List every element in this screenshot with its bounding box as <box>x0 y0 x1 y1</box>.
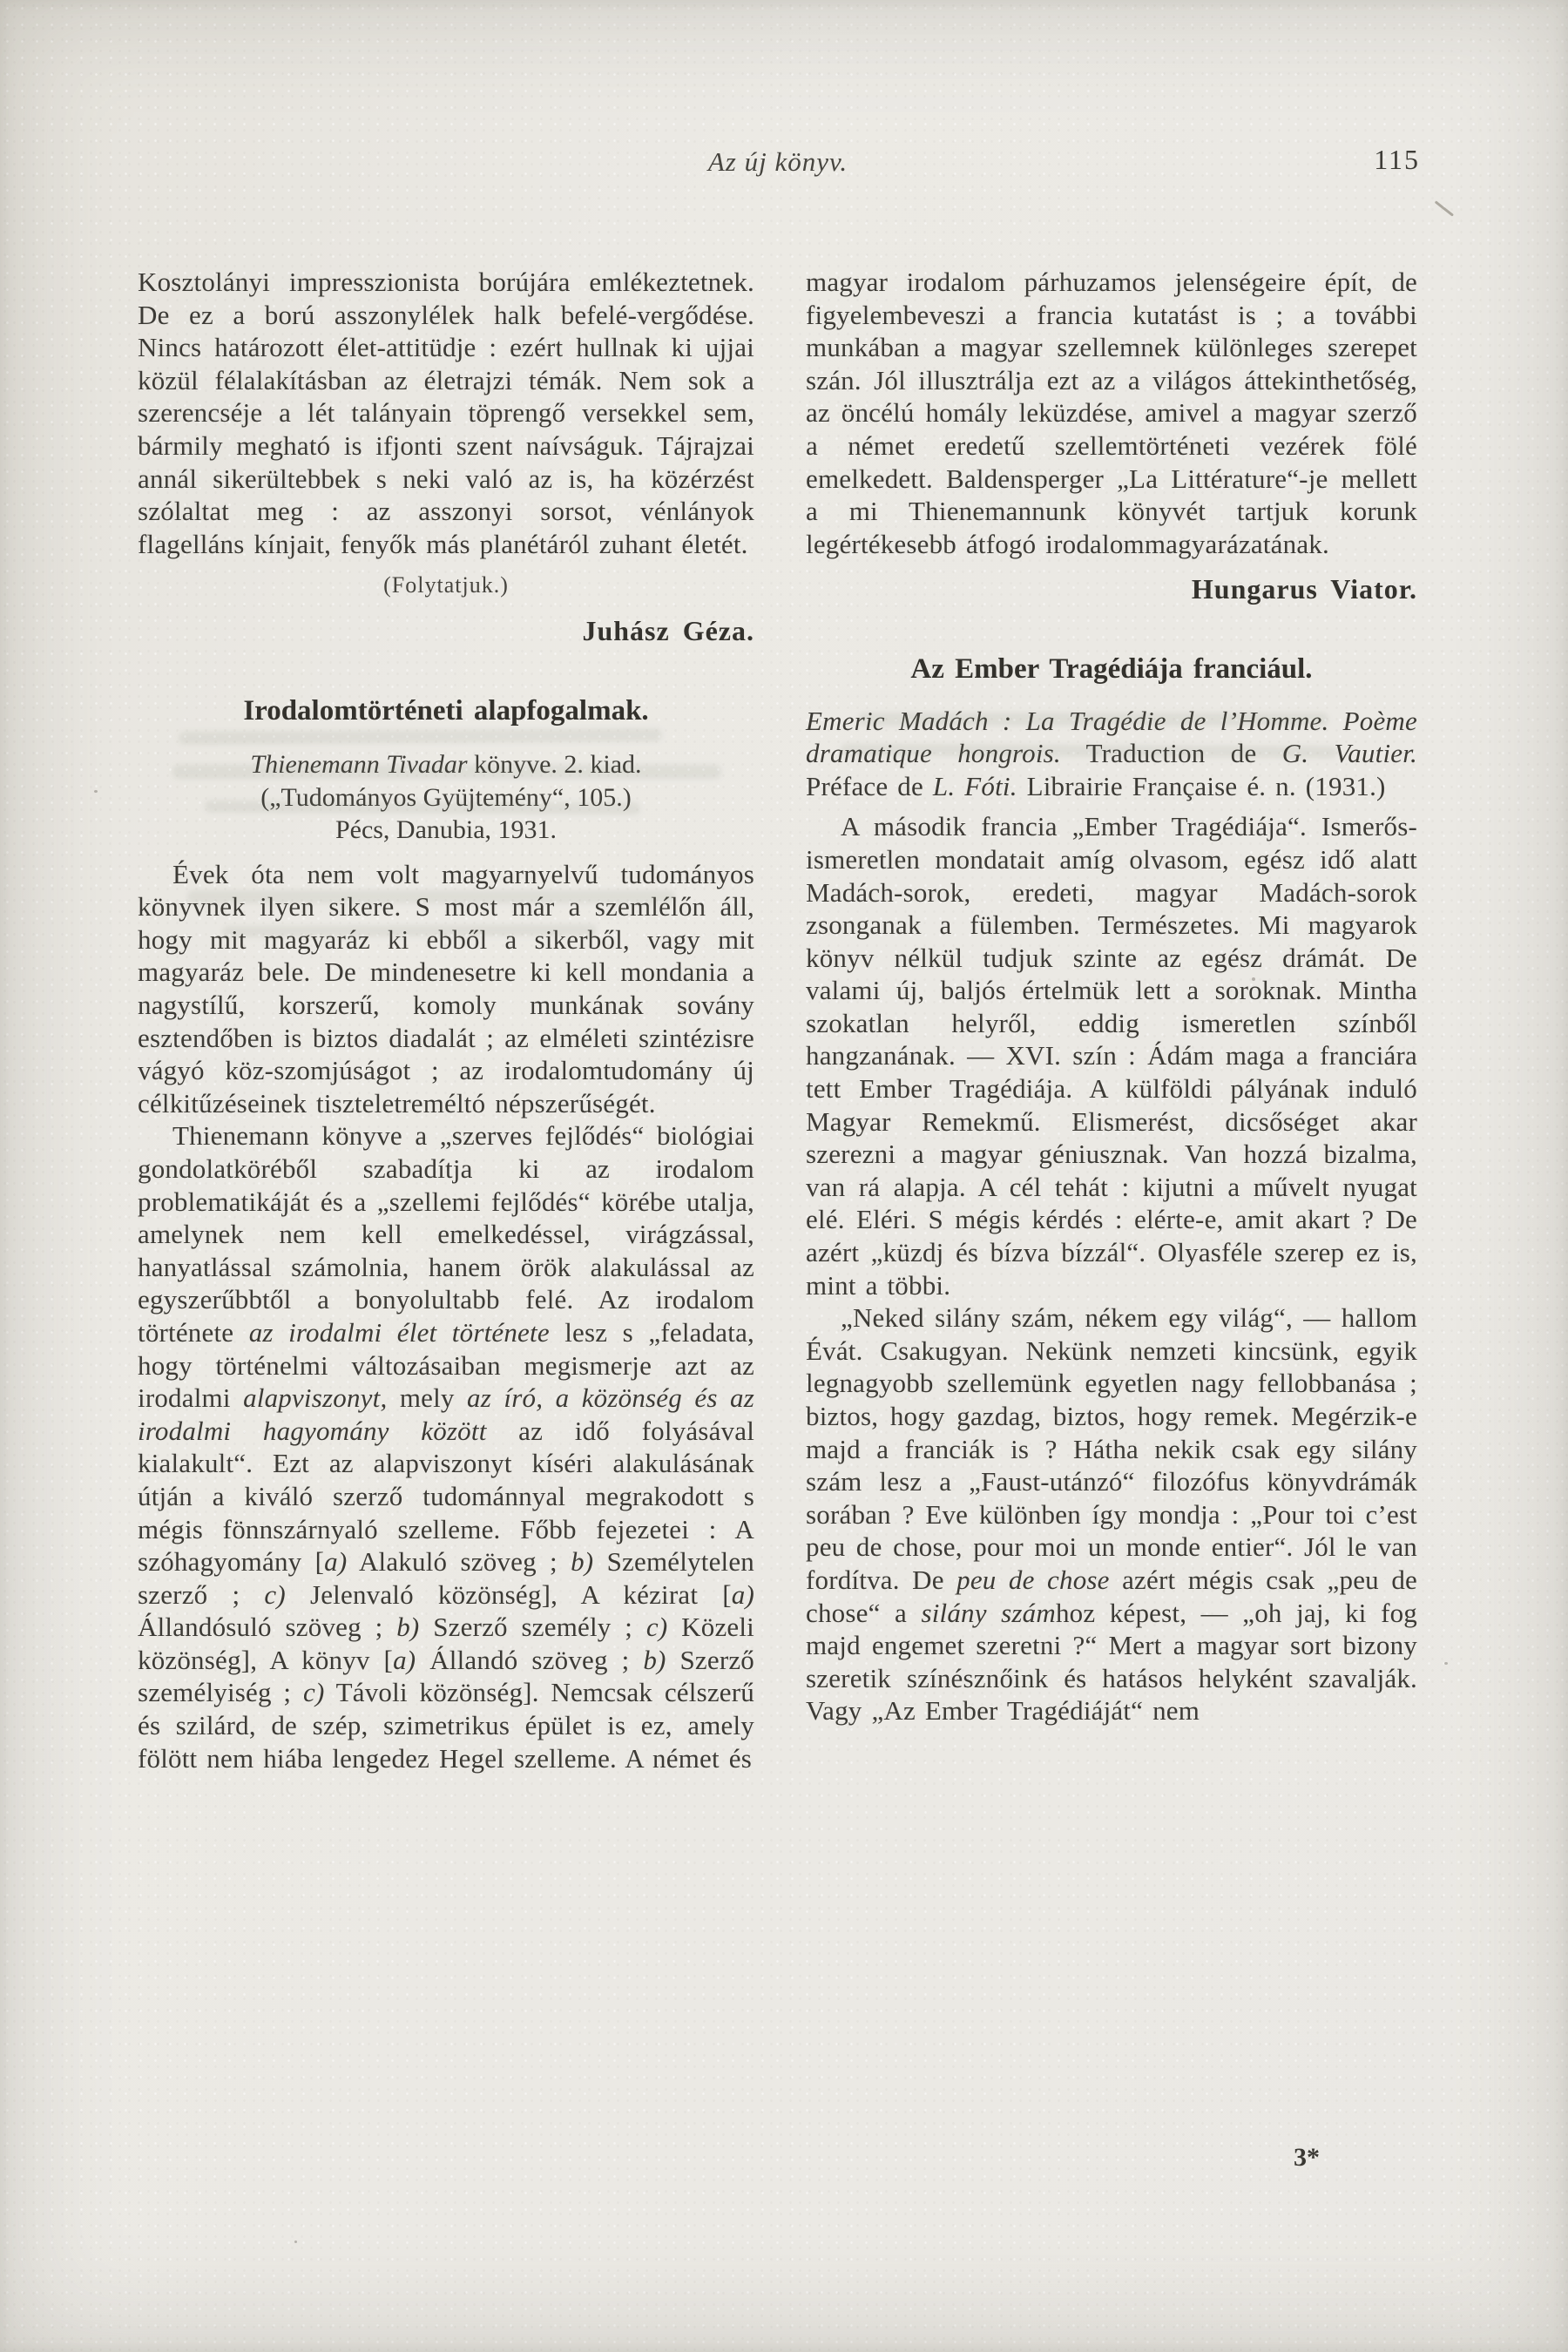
author-signature: Hungarus Viator. <box>1191 573 1417 605</box>
bleedthrough-stain <box>841 744 1337 759</box>
paragraph: Thienemann könyve a „szerves fejlődés“ biológiai gondolatköréből szabadítja ki az irodalom problematikáját és a „szellemi fejlődés“ körébe utalja, amelynek nem kell emelkedéssel, virágzással, hanyatlással számolnia, hanem örök alakulással az egyszerűbbtől a bonyolultabb felé. Az irodalom története az irodalmi élet története lesz s „feladata, hogy történelmi változásaiban megismerje azt az irodalmi alapviszonyt, mely az író, a közönség és az irodalmi hagyomány között az idő folyásával kialakult“. Ezt az alapviszonyt kíséri alakulásának útján a kiváló szerző tudománnyal megrakodott s mégis fönnszárnyaló szelleme. Főbb fejezetei : A szóhagyomány [a) Alakuló szöveg ; b) Személytelen szerző ; c) Jelenvaló közönség], A kézirat [a) Állandósuló szöveg ; b) Szerző személy ; c) Közeli közönség], A könyv [a) Állandó szöveg ; b) Szerző személyiség ; c) Távoli közönség]. Nemcsak célszerű és szilárd, de szép, szimetrikus épület is ez, amely fölött nem hiába lengedez Hegel szelleme. A német és <box>138 1120 755 1774</box>
bleedthrough-stain <box>172 765 721 779</box>
article-heading: Az Ember Tragédiája franciául. <box>910 652 1313 685</box>
paragraph: magyar irodalom párhuzamos jelenségeire épít, de figyelembeveszi a francia kutatást is ; a további munkában a magyar szellemnek különleges szerepet szán. Jól illusztrálja ezt az a világos áttekinthetőség, az öncélú homály leküzdése, amivel a magyar szerző a német eredetű szellemtörténeti vezérek fölé emelkedett. Baldensperger „La Littérature“-je mellett a mi Thienemannunk könyvét tartjuk korunk legértékesebb átfogó irodalommagyarázatának. <box>806 267 1417 559</box>
ink-speck <box>1444 1662 1448 1665</box>
citation-line: Pécs, Danubia, 1931. <box>335 815 558 845</box>
scan-artifact-line <box>1435 200 1454 216</box>
bleedthrough-stain <box>205 801 640 815</box>
citation-line: Thienemann Tivadar könyve. 2. kiad. <box>250 750 642 780</box>
page-number: 115 <box>1374 144 1420 175</box>
left-column <box>138 266 754 1774</box>
paragraph: „Neked silány szám, nékem egy világ“, — hallom Évát. Csakugyan. Nekünk nemzeti kincsünk, egyik legnagyobb szellemünk egyetlen nagy fellobbanása ; biztos, hogy gazdag, biztos, hogy remek. Megérzik-e majd a franciák is ? Hátha nekik csak egy silány szám lesz a „Faust-utánzó“ filozófus könyvdrámák sorában ? Eve különben így mondja : „Pour toi c’est peu de chose, pour moi un monde entier“. Jól le van fordítva. De peu de chose azért mégis csak „peu de chose“ a silány számhoz képest, — „oh jaj, ki fog majd engemet szeretni ?“ Mert a magyar sort bizony szeretik színésznőink és hatásos helyként szavalják. Vagy „Az Ember Tragédiáját“ nem <box>806 1302 1417 1727</box>
ink-speck <box>94 790 98 793</box>
ink-speck <box>294 2240 297 2243</box>
bleedthrough-stain <box>858 713 1328 726</box>
author-signature: Juhász Géza. <box>582 614 754 646</box>
article-heading: Irodalomtörténeti alapfogalmak. <box>243 694 649 727</box>
ink-speck <box>1252 977 1255 981</box>
running-header-title: Az új könyv. <box>707 146 848 177</box>
paragraph: Évek óta nem volt magyarnyelvű tudományos könyvnek ilyen sikere. S most már a szemlélőn áll, hogy mit magyaráz ki ebből a sikerből, vagy mit magyaráz bele. De mindenesetre ki kell mondania a nagystílű, korszerű, komoly munkának sovány esztendőben is biztos diadalát ; az elméleti szintézisre vágyó köz-szomjúságot ; az irodalomtudomány új célkitűzéseinek tiszteletreméltó népszerűségét. <box>138 858 754 1119</box>
signature-mark: 3* <box>1294 2143 1320 2172</box>
continuation-note: (Folytatjuk.) <box>383 572 509 598</box>
right-column <box>806 266 1417 1727</box>
bleedthrough-stain <box>187 890 675 903</box>
bleedthrough-stain <box>222 924 597 937</box>
paragraph: A második francia „Ember Tragédiája“. Ismerős-ismeretlen mondatait amíg olvasom, egész idő alatt Madách-sorok, eredeti, magyar Madách-sorok zsonganak a fülemben. Természetes. Mi magyarok könyv nélkül tudjuk szinte az egész drámát. De valami új, baljós értelmük lett a soroknak. Mintha szokatlan helyről, eddig ismeretlen színből hangzanának. — XVI. szín : Ádám maga a franciára tett Ember Tragédiája. A külföldi pályának induló Magyar Remekmű. Elismerést, dicsőséget akar szerezni a magyar géniusznak. Van hozzá bizalma, van rá alapja. A cél tehát : kijutni a művelt nyugat elé. Eléri. S mégis kérdés : elérte-e, amit akart ? De azért „küzdj és bízva bízzál“. Olyasféle szerep ez is, mint a többi. <box>806 811 1417 1301</box>
book-citation <box>138 748 754 847</box>
paragraph: Kosztolányi impresszionista borújára emlékeztetnek. De ez a ború asszonylélek halk befelé-vergődése. Nincs határozott élet-attitüdje : ezért hullnak ki ujjai közül félalakításban az életrajzi témák. Nem sok a szerencséje a lét talányain töprengő versekkel sem, bármily megható is ifjonti szent naívságuk. Tájrajzai annál sikerültebbek s neki való az is, ha közérzést szólaltat meg : az asszonyi sorsot, vénlányok flagelláns kínjait, fenyők más planétáról zuhant életét. <box>138 267 754 559</box>
citation-line: („Tudományos Gyüjtemény“, 105.) <box>260 782 632 812</box>
book-citation: Emeric Madách : La Tragédie de l’Homme. Poème dramatique hongrois. Traduction de G. Vautier. Préface de L. Fóti. Librairie Française é. n. (1931.) <box>806 705 1417 801</box>
